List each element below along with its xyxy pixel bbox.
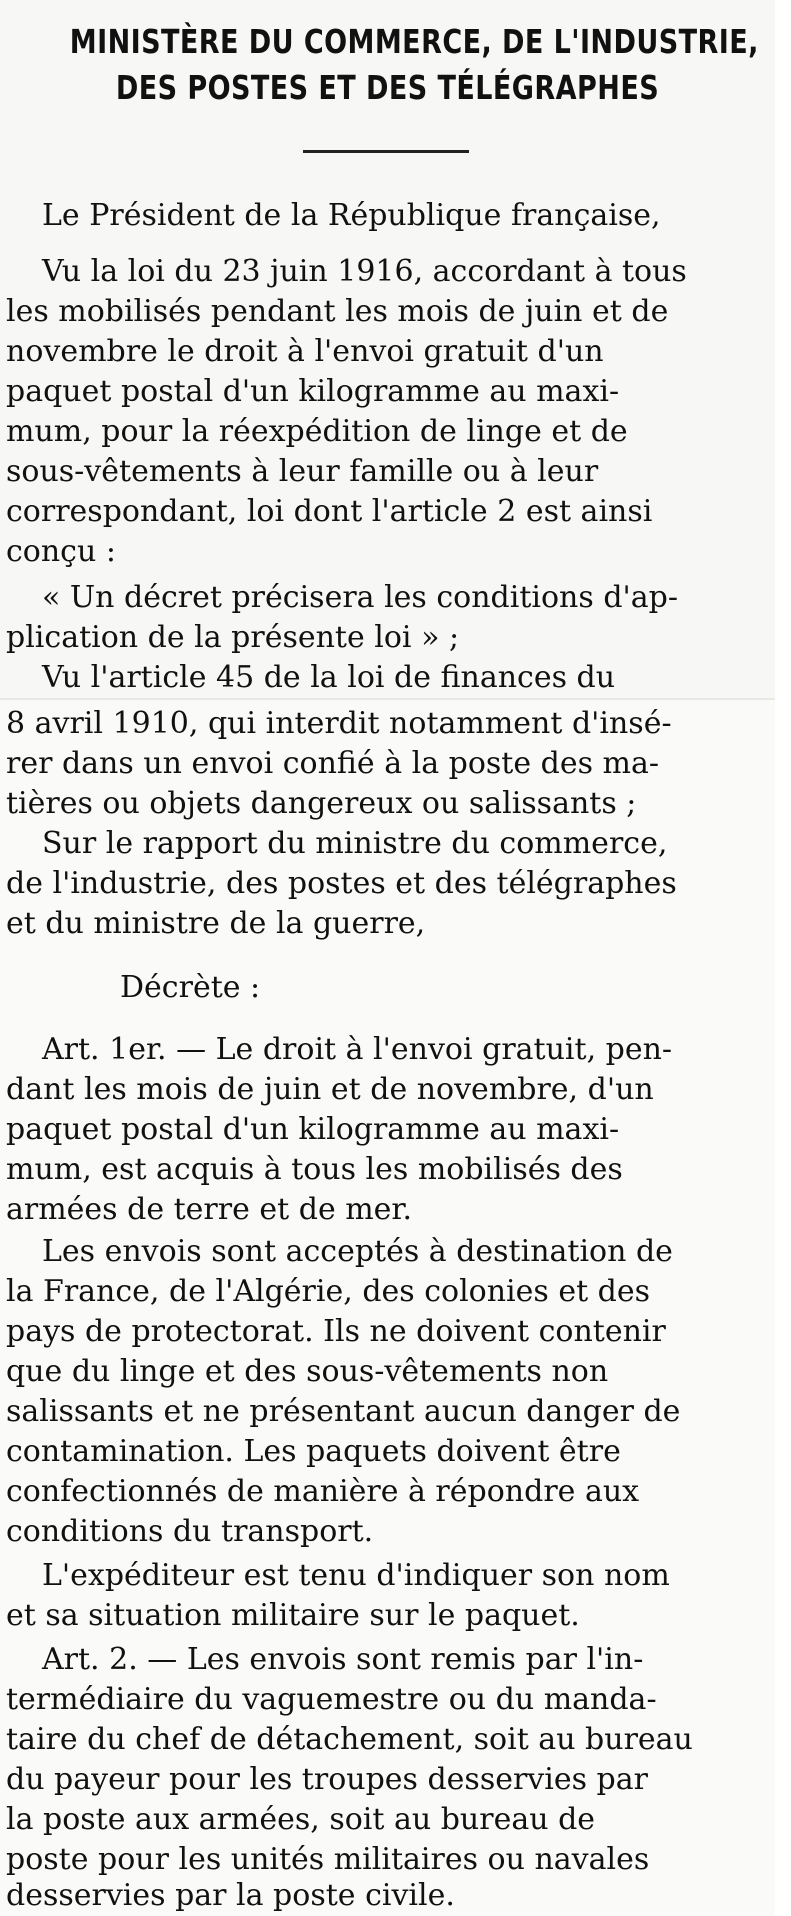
ministry-heading-line-2: DES POSTES ET DES TÉLÉGRAPHES [115,68,660,107]
text-line: confectionnés de manière à répondre aux [6,1474,640,1509]
text-line: Le Président de la République française, [42,198,661,233]
heading-divider [303,150,469,153]
text-line: novembre le droit à l'envoi gratuit d'un [6,334,604,369]
text-line: la poste aux armées, soit au bureau de [6,1802,596,1837]
clipping-top-section [0,0,775,700]
text-line: L'expéditeur est tenu d'indiquer son nom [42,1558,670,1593]
clipping-bottom-section [0,700,775,1916]
text-line: la France, de l'Algérie, des colonies et des [6,1274,651,1309]
text-line: Vu l'article 45 de la loi de finances du [42,660,616,695]
text-line: pays de protectorat. Ils ne doivent contenir [6,1314,666,1349]
text-line: desservies par la poste civile. [6,1878,455,1913]
text-line: dant les mois de juin et de novembre, d'un [6,1072,654,1107]
text-line: sous-vêtements à leur famille ou à leur [6,454,599,489]
text-line: Les envois sont acceptés à destination de [42,1234,673,1269]
text-line: paquet postal d'un kilogramme au maxi- [6,374,620,409]
decrete-heading: Décrète : [120,970,261,1005]
text-line: et du ministre de la guerre, [6,906,426,941]
article-1-line: Art. 1er. — Le droit à l'envoi gratuit, pen- [42,1032,673,1067]
text-line: conditions du transport. [6,1514,374,1549]
text-line: et sa situation militaire sur le paquet. [6,1598,580,1633]
text-line: « Un décret précisera les conditions d'ap- [42,580,678,615]
text-line: du payeur pour les troupes desservies par [6,1762,648,1797]
text-line: mum, est acquis à tous les mobilisés des [6,1152,623,1187]
text-line: tières ou objets dangereux ou salissants ; [6,786,637,821]
text-line: poste pour les unités militaires ou navales [6,1842,650,1877]
ministry-heading-line-1: MINISTÈRE DU COMMERCE, DE L'INDUSTRIE, [69,22,759,61]
text-line: Sur le rapport du ministre du commerce, [42,826,668,861]
text-line: que du linge et des sous-vêtements non [6,1354,609,1389]
text-line: 8 avril 1910, qui interdit notamment d'insé- [6,706,672,741]
text-line: mum, pour la réexpédition de linge et de [6,414,628,449]
text-line: taire du chef de détachement, soit au bureau [6,1722,693,1757]
text-line: plication de la présente loi » ; [6,620,460,655]
text-line: correspondant, loi dont l'article 2 est ainsi [6,494,653,529]
text-line: termédiaire du vaguemestre ou du manda- [6,1682,657,1717]
text-line: Vu la loi du 23 juin 1916, accordant à tous [42,254,687,289]
text-line: les mobilisés pendant les mois de juin et de [6,294,669,329]
text-line: de l'industrie, des postes et des télégraphes [6,866,677,901]
article-2-line: Art. 2. — Les envois sont remis par l'in- [42,1642,644,1677]
text-line: rer dans un envoi confié à la poste des ma- [6,746,659,781]
text-line: contamination. Les paquets doivent être [6,1434,621,1469]
text-line: conçu : [6,534,116,569]
text-line: armées de terre et de mer. [6,1192,413,1227]
text-line: paquet postal d'un kilogramme au maxi- [6,1112,620,1147]
text-line: salissants et ne présentant aucun danger de [6,1394,681,1429]
